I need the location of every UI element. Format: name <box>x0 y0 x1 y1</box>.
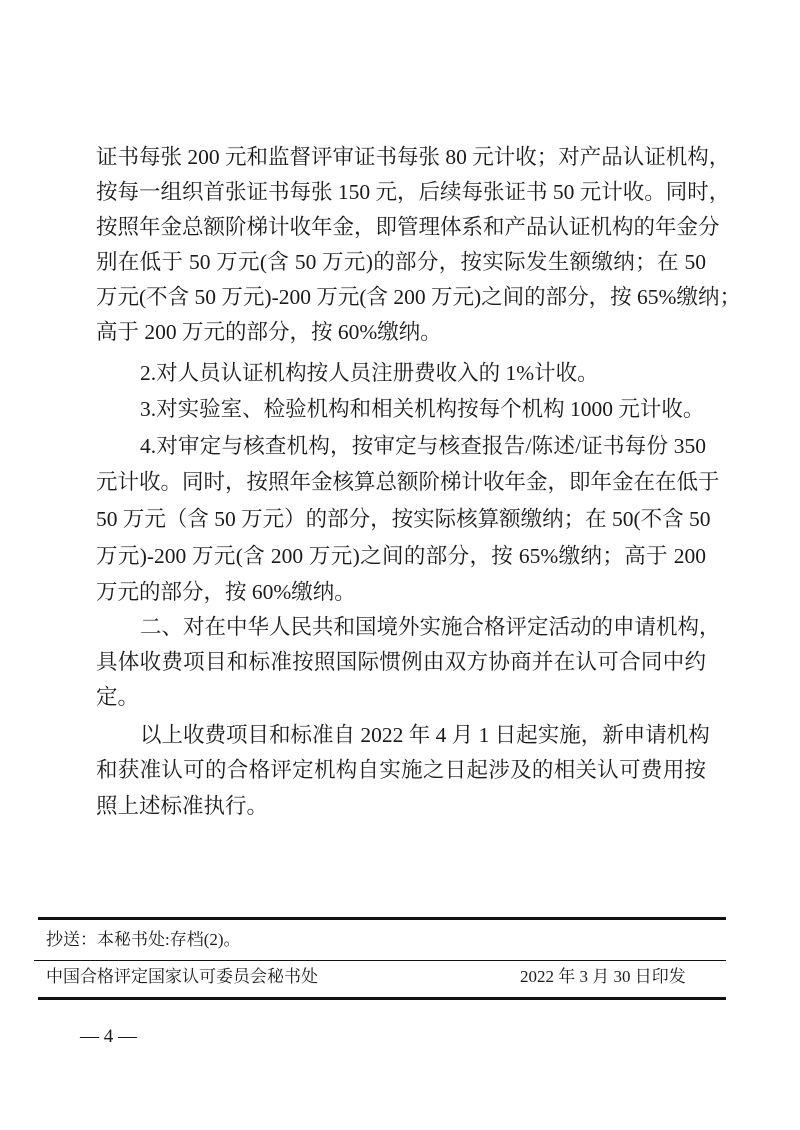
body-line: 高于 200 万元的部分，按 60%缴纳。 <box>96 320 442 344</box>
body-line: 元计收。同时，按照年金核算总额阶梯计收年金，即年金在在低于 <box>96 470 720 494</box>
body-line: 和获准认可的合格评定机构自实施之日起涉及的相关认可费用按 <box>96 758 706 782</box>
body-line: 3.对实验室、检验机构和相关机构按每个机构 1000 元计收。 <box>140 397 705 421</box>
body-line: 50 万元（含 50 万元）的部分，按实际核算额缴纳；在 50(不含 50 <box>96 507 711 531</box>
footer-bottom-rule <box>38 997 726 1000</box>
footer-top-rule <box>38 917 726 920</box>
footer-mid-rule <box>34 960 726 961</box>
body-line: 万元)-200 万元(含 200 万元)之间的部分，按 65%缴纳；高于 200 <box>96 544 706 568</box>
body-line: 按每一组织首张证书每张 150 元，后续每张证书 50 元计收。同时， <box>96 180 731 204</box>
body-line: 按照年金总额阶梯计收年金，即管理体系和产品认证机构的年金分 <box>96 215 720 239</box>
page-number: — 4 — <box>80 1026 137 1047</box>
issuer: 中国合格评定国家认可委员会秘书处 <box>46 967 318 986</box>
cc-line: 抄送：本秘书处:存档(2)。 <box>46 930 241 949</box>
issue-date: 2022 年 3 月 30 日印发 <box>520 967 686 986</box>
body-line: 二、对在中华人民共和国境外实施合格评定活动的申请机构， <box>140 615 721 639</box>
body-line: 具体收费项目和标准按照国际惯例由双方协商并在认可合同中约 <box>96 650 706 674</box>
body-line: 照上述标准执行。 <box>96 794 269 818</box>
body-line: 证书每张 200 元和监督评审证书每张 80 元计收；对产品认证机构， <box>96 145 731 169</box>
body-line: 4.对审定与核查机构，按审定与核查报告/陈述/证书每份 350 <box>140 434 706 458</box>
body-line: 2.对人员认证机构按人员注册费收入的 1%计收。 <box>140 361 599 385</box>
body-line: 万元(不含 50 万元)-200 万元(含 200 万元)之间的部分，按 65%缴纳； <box>96 285 741 309</box>
body-line: 定。 <box>96 685 140 709</box>
body-line: 万元的部分，按 60%缴纳。 <box>96 580 356 604</box>
body-line: 以上收费项目和标准自 2022 年 4 月 1 日起实施，新申请机构 <box>140 723 710 747</box>
body-line: 别在低于 50 万元(含 50 万元)的部分，按实际发生额缴纳；在 50 <box>96 250 706 274</box>
